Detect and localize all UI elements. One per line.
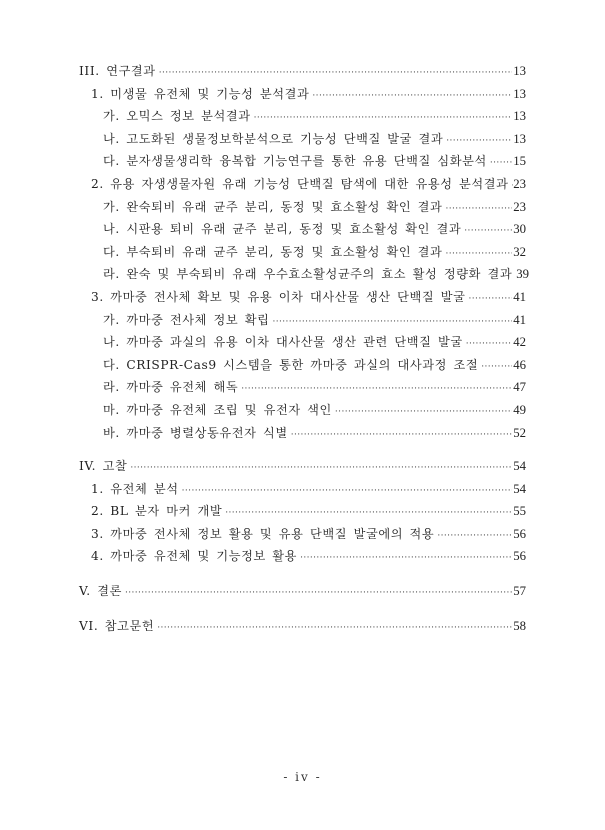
dot-leader [335,401,512,424]
toc-entry-page: 56 [513,526,526,541]
toc-entry-item[interactable] [79,150,526,173]
dot-leader [466,333,513,356]
dot-leader [512,175,513,198]
toc-entry-page: 41 [513,289,526,304]
toc-entry-subsection[interactable] [79,478,526,501]
toc-entry-page: 46 [513,357,526,372]
toc-entry-title: III. 연구결과 [79,64,156,78]
toc-entry-page: 41 [513,312,526,327]
toc-entry-title: 다. CRISPR-Cas9 시스템을 통한 까마중 과실의 대사과정 조절 [103,357,479,372]
dot-leader [272,311,512,334]
dot-leader [469,288,513,311]
toc-entry-page: 13 [513,86,526,101]
toc-entry-title: 1. 유전체 분석 [91,481,179,496]
toc-entry-subsection[interactable] [79,286,526,309]
toc-entry-page: 55 [513,504,526,519]
toc-entry-title: V. 결론 [79,584,122,599]
toc-entry-item[interactable] [79,376,526,399]
toc-entry-page: 15 [513,154,526,169]
toc-entry-title: VI. 참고문헌 [79,618,155,633]
toc-entry-title: 마. 까마중 유전체 조립 및 유전자 색인 [103,402,332,417]
toc-entry-title: 4. 까마중 유전체 및 기능정보 활용 [91,549,298,564]
toc-entry-title: 가. 까마중 전사체 정보 확립 [103,312,270,327]
toc-entry-title: 라. 까마중 유전체 해독 [103,380,239,395]
toc-entry-page: 30 [513,222,526,237]
toc-entry-section[interactable] [79,615,526,638]
toc-entry-item[interactable] [79,354,526,377]
toc-entry-page: 56 [513,549,526,564]
dot-leader [159,62,513,85]
dot-leader [130,457,512,480]
toc-entry-page: 47 [513,380,526,395]
table-of-contents [79,60,529,637]
dot-leader [481,356,512,379]
toc-entry-title: 가. 완숙퇴비 유래 균주 분리, 동정 및 효소활성 확인 결과 [103,199,443,214]
toc-entry-page: 54 [513,459,526,474]
dot-leader [157,617,512,640]
toc-entry-title: 나. 고도화된 생물정보학분석으로 기능성 단백질 발굴 결과 [103,131,444,146]
dot-leader [445,243,512,266]
toc-entry-page: 57 [513,584,526,599]
toc-entry-subsection[interactable] [79,523,526,546]
toc-entry-page: 42 [513,335,526,350]
dot-leader [300,547,512,570]
toc-entry-title: 나. 까마중 과실의 유용 이차 대사산물 생산 관련 단백질 발굴 [103,335,463,350]
toc-entry-title: 나. 시판용 퇴비 유래 균주 분리, 동정 및 효소활성 확인 결과 [103,222,462,237]
toc-entry-title: 2. 유용 자생생물자원 유래 기능성 단백질 탐색에 대한 유용성 분석결과 [91,176,509,191]
dot-leader [225,502,512,525]
toc-entry-page: 13 [513,109,526,124]
dot-leader [125,582,512,605]
toc-entry-title: 1. 미생물 유전체 및 기능성 분석결과 [91,86,310,101]
toc-entry-page: 54 [513,481,526,496]
toc-entry-section[interactable] [79,60,526,83]
toc-entry-page: 58 [513,618,526,633]
toc-entry-title: IV. 고찰 [79,459,128,474]
toc-entry-title: 가. 오믹스 정보 분석결과 [103,109,251,124]
dot-leader [241,378,512,401]
dot-leader [254,107,513,130]
toc-entry-title: 3. 까마중 전사체 확보 및 유용 이차 대사산물 생산 단백질 발굴 [91,289,466,304]
toc-entry-title: 3. 까마중 전사체 정보 활용 및 유용 단백질 발굴에의 적용 [91,526,435,541]
dot-leader [312,85,512,108]
toc-entry-subsection[interactable] [79,83,526,106]
toc-entry-page: 13 [513,131,526,146]
toc-entry-section[interactable] [79,580,526,603]
toc-entry-item[interactable] [79,422,526,445]
toc-entry-title: 바. 까마중 병렬상동유전자 식별 [103,425,288,440]
toc-entry-item[interactable] [79,196,526,219]
dot-leader [291,424,512,447]
toc-entry-page: 32 [513,244,526,259]
dot-leader [490,152,512,175]
toc-entry-subsection[interactable] [79,173,526,196]
toc-entry-item[interactable] [79,105,526,128]
page-number-footer: - iv - [283,770,322,784]
dot-leader [446,130,512,153]
dot-leader [437,525,512,548]
toc-entry-title: 2. BL 분자 마커 개발 [91,504,223,519]
toc-entry-page: 23 [513,176,526,191]
toc-entry-title: 다. 분자생물생리학 융복합 기능연구를 통한 유용 단백질 심화분석 [103,154,487,169]
toc-entry-item[interactable] [79,309,526,332]
toc-entry-subsection[interactable] [79,545,526,568]
dot-leader [182,480,513,503]
toc-entry-item[interactable] [79,263,529,286]
dot-leader [464,220,512,243]
toc-entry-page: 13 [513,64,526,78]
toc-entry-title: 라. 완숙 및 부숙퇴비 유래 우수효소활성균주의 효소 활성 정량화 결과 [103,267,513,282]
toc-entry-section[interactable] [79,455,526,478]
toc-entry-item[interactable] [79,218,526,241]
toc-entry-item[interactable] [79,241,526,264]
dot-leader [445,198,512,221]
toc-entry-item[interactable] [79,399,526,422]
toc-entry-page: 39 [516,267,529,282]
toc-entry-item[interactable] [79,128,526,151]
toc-entry-title: 다. 부숙퇴비 유래 균주 분리, 동정 및 효소활성 확인 결과 [103,244,443,259]
toc-entry-subsection[interactable] [79,500,526,523]
toc-entry-item[interactable] [79,331,526,354]
toc-entry-page: 23 [513,199,526,214]
toc-entry-page: 49 [513,402,526,417]
toc-entry-page: 52 [513,425,526,440]
